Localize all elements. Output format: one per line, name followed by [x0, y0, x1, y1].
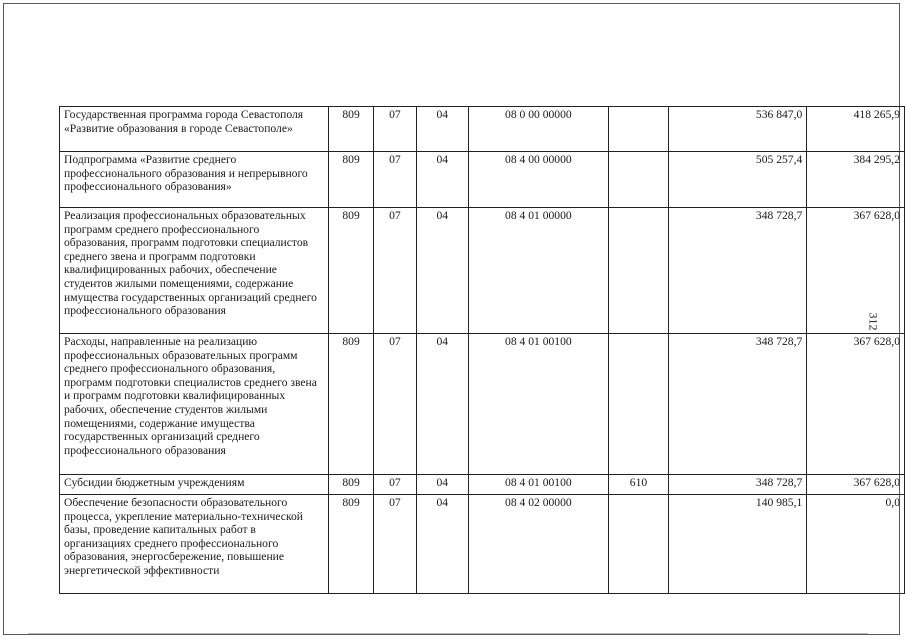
- row-name: Государственная программа города Севастополя «Развитие образования в городе Севастополе»: [60, 107, 329, 152]
- expense-type-code: [609, 107, 669, 152]
- expense-type-code: [609, 495, 669, 594]
- table-row: [60, 334, 905, 475]
- amount-2: 0,0: [807, 495, 905, 594]
- expense-type-code: [609, 152, 669, 208]
- amount-2: 367 628,0: [807, 475, 905, 495]
- amount-2: 418 265,9: [807, 107, 905, 152]
- table-row: [60, 208, 905, 334]
- page-number: 312: [866, 312, 881, 331]
- amount-2: 384 295,2: [807, 152, 905, 208]
- target-code: 08 4 01 00000: [468, 208, 608, 334]
- ministry-code: 809: [329, 107, 374, 152]
- table-body: [60, 107, 905, 594]
- amount-2: 367 628,0: [807, 208, 905, 334]
- subsection-code: 04: [416, 208, 468, 334]
- row-name: Подпрограмма «Развитие среднего профессионального образования и непрерывного профессионального образования»: [60, 152, 329, 208]
- target-code: 08 4 01 00100: [468, 334, 608, 475]
- amount-1: 505 257,4: [668, 152, 806, 208]
- ministry-code: 809: [329, 495, 374, 594]
- ministry-code: 809: [329, 152, 374, 208]
- table-row: [60, 152, 905, 208]
- expense-type-code: [609, 334, 669, 475]
- ministry-code: 809: [329, 208, 374, 334]
- section-code: 07: [374, 107, 417, 152]
- expense-type-code: [609, 208, 669, 334]
- target-code: 08 4 01 00100: [468, 475, 608, 495]
- budget-table: [59, 106, 905, 594]
- section-code: 07: [374, 334, 417, 475]
- amount-2: 367 628,0: [807, 334, 905, 475]
- row-name: Реализация профессиональных образовательных программ среднего профессионального образования, программ подготовки специалистов среднего звена и программ подготовки квалифицированных рабочих, обеспечение студентов жилыми помещениями, содержание имущества государственных организаций среднего профессионального образования: [60, 208, 329, 334]
- section-code: 07: [374, 208, 417, 334]
- section-code: 07: [374, 152, 417, 208]
- row-name: Расходы, направленные на реализацию профессиональных образовательных программ среднего профессионального образования, программ подготовки специалистов среднего звена и программ подготовки квалифицированных рабочих, обеспечение студентов жилыми помещениями, содержание имущества государственных организаций среднего профессионального образования: [60, 334, 329, 475]
- target-code: 08 0 00 00000: [468, 107, 608, 152]
- amount-1: 536 847,0: [668, 107, 806, 152]
- amount-1: 348 728,7: [668, 334, 806, 475]
- amount-1: 140 985,1: [668, 495, 806, 594]
- ministry-code: 809: [329, 475, 374, 495]
- subsection-code: 04: [416, 495, 468, 594]
- target-code: 08 4 02 00000: [468, 495, 608, 594]
- subsection-code: 04: [416, 152, 468, 208]
- subsection-code: 04: [416, 475, 468, 495]
- subsection-code: 04: [416, 107, 468, 152]
- subsection-code: 04: [416, 334, 468, 475]
- table-row: [60, 107, 905, 152]
- expense-type-code: 610: [609, 475, 669, 495]
- row-name: Обеспечение безопасности образовательного процесса, укрепление материально-технической базы, проведение капитальных работ в организациях среднего профессионального образования, энергосбережение, повышение энергетической эффективности: [60, 495, 329, 594]
- section-code: 07: [374, 475, 417, 495]
- scan-artifact-line: [28, 633, 868, 634]
- amount-1: 348 728,7: [668, 208, 806, 334]
- section-code: 07: [374, 495, 417, 594]
- ministry-code: 809: [329, 334, 374, 475]
- row-name: Субсидии бюджетным учреждениям: [60, 475, 329, 495]
- table-row: [60, 475, 905, 495]
- target-code: 08 4 00 00000: [468, 152, 608, 208]
- table-row: [60, 495, 905, 594]
- amount-1: 348 728,7: [668, 475, 806, 495]
